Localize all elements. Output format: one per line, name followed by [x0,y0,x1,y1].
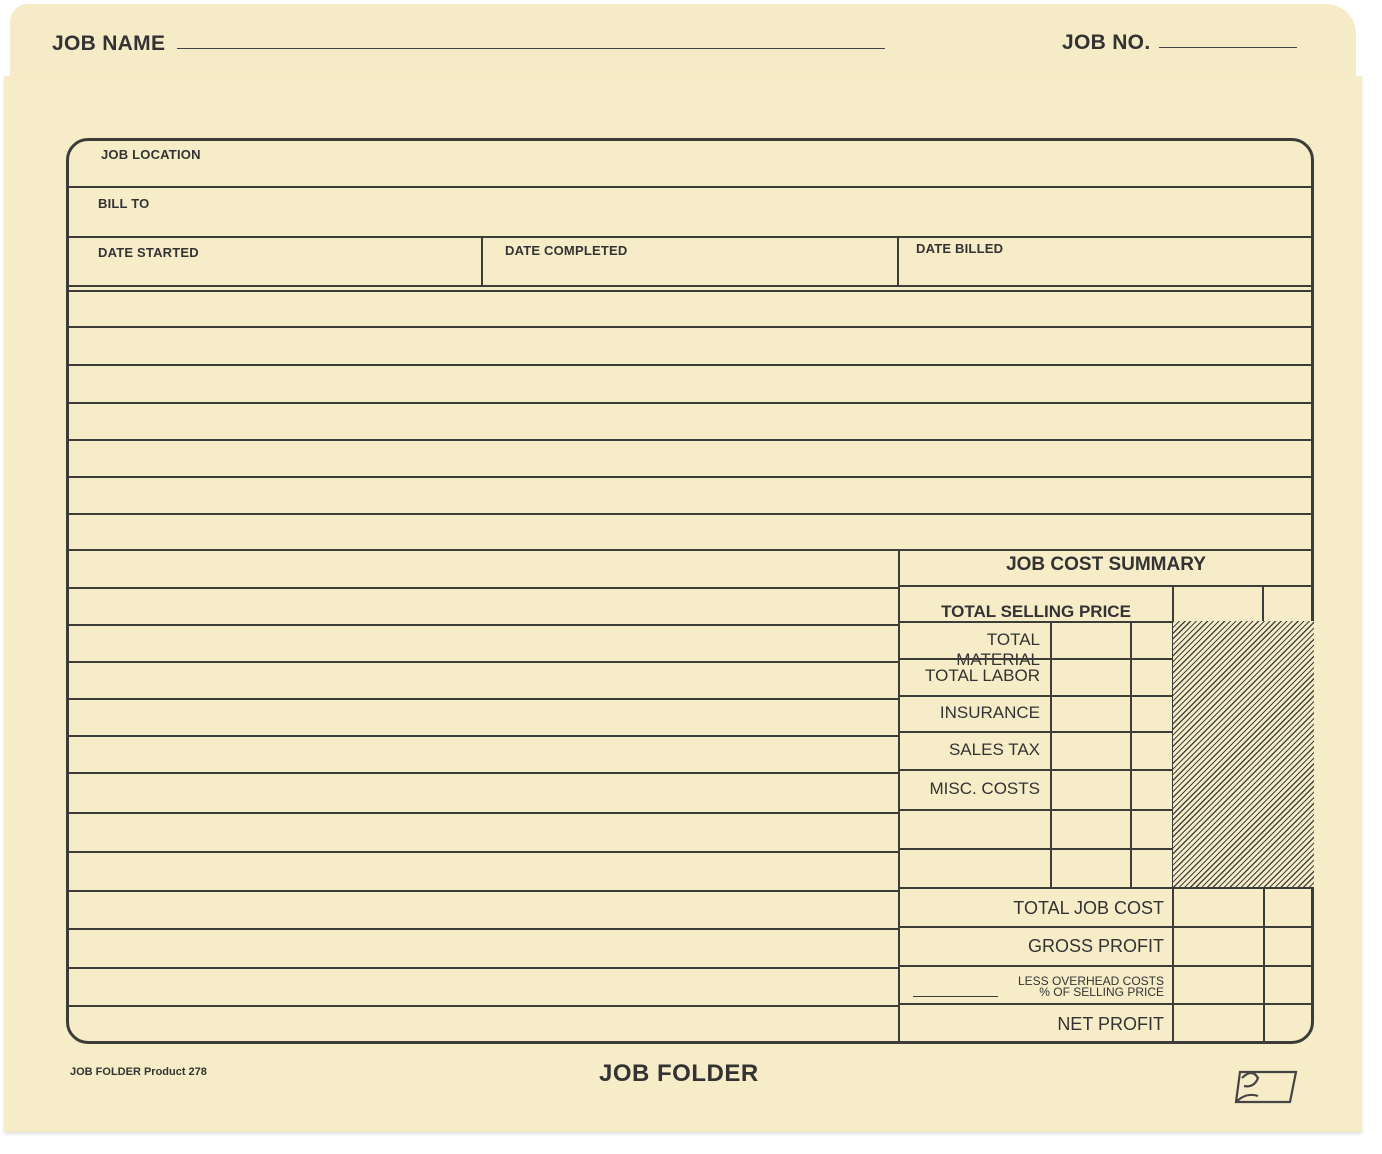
brand-logo-icon [1232,1064,1302,1108]
job-location-field[interactable] [68,186,1312,188]
less-overhead-line1: LESS OVERHEAD COSTS [1017,974,1164,988]
totals-row-line [898,965,1312,967]
item-row-line [898,769,1172,771]
net-profit-label: NET PROFIT [1057,1014,1164,1034]
item-row-line [898,848,1172,850]
ruled-line[interactable] [68,402,1312,404]
ruled-line[interactable] [68,364,1312,366]
job-name-field[interactable] [177,48,885,49]
ruled-line[interactable] [68,587,899,589]
date-completed-label: DATE COMPLETED [505,243,628,258]
date-started-label: DATE STARTED [98,245,199,260]
summary-title-bottom [898,585,1312,587]
hatched-area [1173,621,1314,887]
totals-row-line [898,926,1312,928]
total-material-label: TOTAL MATERIAL [956,630,1040,669]
item-row-line [898,731,1172,733]
ruled-line[interactable] [68,967,899,969]
gross-profit-label: GROSS PROFIT [1027,936,1164,956]
ruled-line[interactable] [68,812,899,814]
ruled-line[interactable] [68,624,899,626]
ruled-line[interactable] [68,1005,899,1007]
item-row-line [898,658,1172,660]
totals-col-divider [1172,887,1174,1041]
ruled-line[interactable] [68,439,1312,441]
totals-row-line [898,1003,1312,1005]
total-selling-price-label: TOTAL SELLING PRICE [941,602,1131,621]
selling-price-cents-divider [1262,585,1264,621]
ruled-line[interactable] [68,772,899,774]
insurance-label: INSURANCE [939,703,1040,722]
job-no-field[interactable] [1159,47,1297,48]
ruled-line[interactable] [68,476,1312,478]
ruled-line[interactable] [68,549,1312,551]
ruled-line[interactable] [68,890,899,892]
misc-costs-label: MISC. COSTS [929,779,1040,798]
less-overhead-label [900,976,1164,998]
overhead-percent-field[interactable] [913,996,998,997]
items-bottom [898,887,1312,889]
ruled-line[interactable] [68,851,899,853]
date-billed-label: DATE BILLED [916,241,1004,256]
ruled-line[interactable] [68,698,899,700]
date-row-bottom-double [68,290,1312,292]
item-row-line [898,695,1172,697]
sales-tax-label: SALES TAX [948,740,1040,759]
job-name-label: JOB NAME [52,32,166,55]
folder-title: JOB FOLDER [599,1060,759,1087]
bill-to-label: BILL TO [98,196,150,211]
product-label: JOB FOLDER Product 278 [70,1066,207,1078]
selling-price-divider [1172,585,1174,621]
ruled-line[interactable] [68,661,899,663]
date-row-bottom [68,285,1312,287]
bill-to-field[interactable] [68,236,1312,238]
job-location-label: JOB LOCATION [101,147,201,162]
job-no-label: JOB NO. [1062,31,1151,54]
ruled-line[interactable] [68,735,899,737]
ruled-line[interactable] [68,326,1312,328]
ruled-line[interactable] [68,928,899,930]
total-labor-label: TOTAL LABOR [925,666,1040,685]
less-overhead-line2: % OF SELLING PRICE [1039,985,1164,999]
date-divider-1 [481,236,483,286]
ruled-line[interactable] [68,513,1312,515]
total-job-cost-label: TOTAL JOB COST [1013,898,1164,918]
date-divider-2 [897,236,899,286]
item-row-line [898,809,1172,811]
totals-cents-divider [1263,887,1265,1041]
summary-title: JOB COST SUMMARY [1006,554,1206,575]
